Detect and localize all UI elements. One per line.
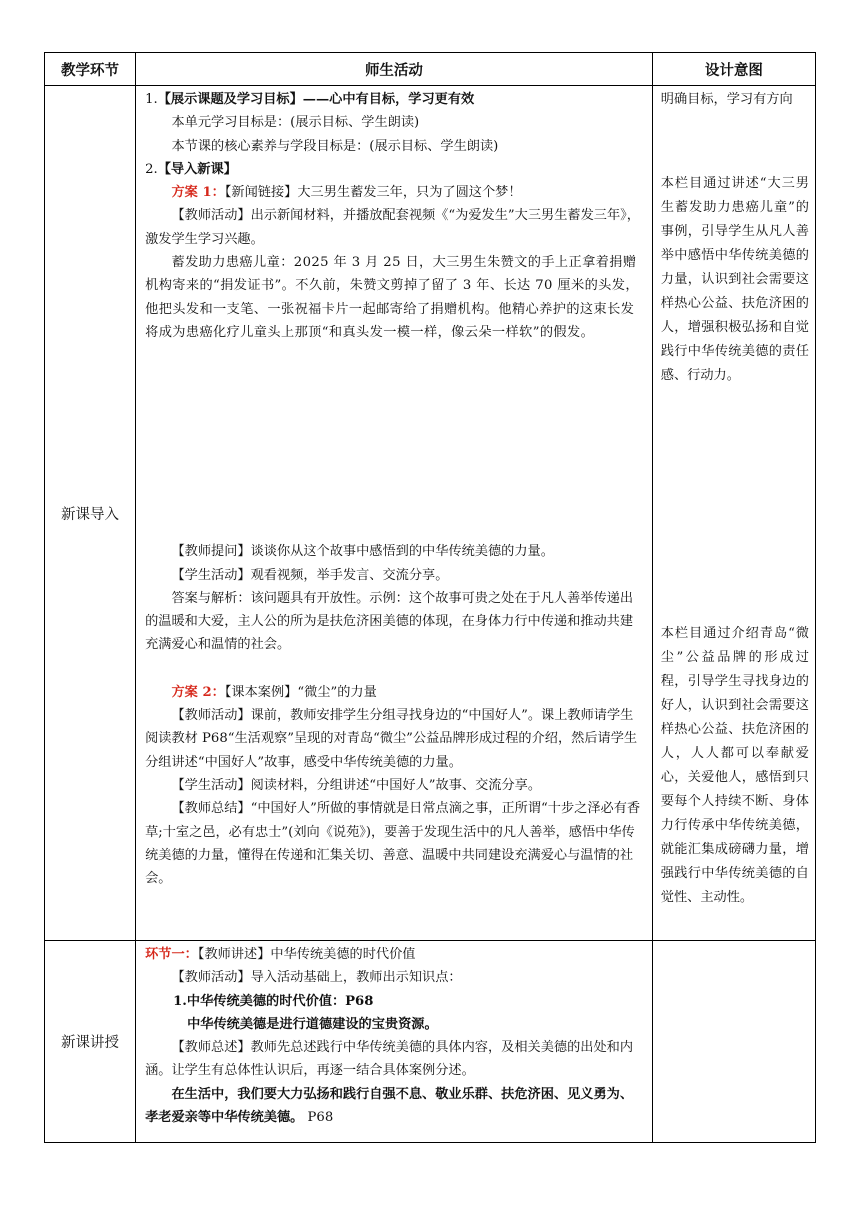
paragraph: 【教师总述】教师先总述践行中华传统美德的具体内容，及相关美德的出处和内涵。让学生有总体性认识后，再逐一结合具体案例分述。: [145, 1040, 634, 1079]
blank-space: [145, 657, 646, 681]
blank-space: [661, 112, 809, 172]
paragraph: 环节一：【教师讲述】中华传统美德的时代价值: [145, 947, 416, 962]
paragraph: 本单元学习目标是：(展示目标、学生朗读): [171, 115, 420, 131]
stage-cell: 新课讲授: [45, 941, 136, 1143]
paragraph: 方案 2：【课本案例】“微尘”的力量: [171, 684, 377, 700]
stage-cell: 新课导入: [45, 86, 136, 941]
table-row: [45, 941, 816, 1143]
paragraph: 【教师活动】导入活动基础上，教师出示知识点：: [171, 970, 462, 986]
paragraph: 【教师活动】课前，教师安排学生分组寻找身边的“中国好人”。课上教师请学生阅读教材 P68“生活观察”呈现的对青岛“微尘”公益品牌形成过程的介绍，然后请学生分组讲述“中国好人”故事，感受中华传统美德的力量。: [145, 708, 638, 770]
blank-space: [661, 388, 809, 622]
lesson-plan-page: [44, 52, 816, 1143]
knowledge-point: 1.中华传统美德的时代价值：P68: [173, 993, 374, 1009]
list-item: 2.【导入新课】: [145, 161, 237, 177]
paragraph: 【学生活动】阅读材料，分组讲述“中国好人”故事、交流分享。: [171, 777, 542, 793]
header-activities: 师生活动: [136, 53, 653, 86]
list-item: 1.【展示课题及学习目标】——心中有目标，学习更有效: [145, 92, 475, 107]
activities-cell: [136, 941, 653, 1143]
intent-text: 本栏目通过讲述“大三男生蓄发助力患癌儿童”的事例，引导学生从凡人善举中感悟中华传统美德的力量，认识到社会需要这样热心公益、扶危济困的人，增强积极弘扬和自觉践行中华传统美德的责任感、行动力。: [660, 176, 809, 383]
plan-label: 方案 2：: [171, 684, 225, 700]
intent-cell: [652, 941, 815, 1143]
knowledge-point: 中华传统美德是进行道德建设的宝贵资源。: [187, 1016, 438, 1032]
intent-text: 明确目标，学习有方向: [660, 92, 793, 107]
header-stage: 教学环节: [45, 53, 136, 86]
activities-cell: [136, 86, 653, 941]
paragraph: 本节课的核心素养与学段目标是：(展示目标、学生朗读): [171, 138, 499, 154]
paragraph: 【教师活动】出示新闻材料，并播放配套视频《“为爱发生”大三男生蓄发三年》，激发学生学习兴趣。: [145, 208, 640, 247]
paragraph: 在生活中，我们要大力弘扬和践行自强不息、敬业乐群、扶危济困、见义勇为、孝老爱亲等中华传统美德。 P68: [145, 1086, 634, 1126]
step-label: 环节一：: [145, 947, 198, 962]
blank-space: [145, 344, 646, 540]
paragraph: 方案 1：【新闻链接】大三男生蓄发三年，只为了圆这个梦！: [171, 185, 522, 201]
lesson-plan-table: [44, 52, 816, 1143]
section-heading: 【导入新课】: [157, 161, 237, 177]
plan-label: 方案 1：: [171, 185, 225, 201]
news-paragraph: 蓄发助力患癌儿童：2025 年 3 月 25 日，大三男生朱赞文的手上正拿着捐赠机构寄来的“捐发证书”。不久前，朱赞文剪掉了留了 3 年、长达 70 厘米的头发，他把头发和一支笔、一张祝福卡片一起邮寄给了捐赠机构。他精心养护的这束长发将成为患癌化疗儿童头上那顶“和真头发一模一样，像云朵一样软”的假发。: [145, 255, 639, 340]
header-intent: 设计意图: [652, 53, 815, 86]
paragraph: 【学生活动】观看视频，举手发言、交流分享。: [171, 567, 449, 583]
paragraph: 【教师提问】谈谈你从这个故事中感悟到的中华传统美德的力量。: [171, 544, 554, 560]
section-heading: 【展示课题及学习目标】——心中有目标，学习更有效: [157, 92, 475, 107]
paragraph: 【教师总结】“中国好人”所做的事情就是日常点滴之事，正所谓“十步之泽必有香草;十室之邑，必有忠士”(刘向《说苑》)，要善于发现生活中的凡人善举，感悟中华传统美德的力量，懂得在传递和汇集关切、善意、温暖中共同建设充满爱心与温情的社会。: [145, 801, 641, 887]
paragraph: 答案与解析：该问题具有开放性。示例：这个故事可贵之处在于凡人善举传递出的温暖和大爱，主人公的所为是扶危济困美德的体现，在身体力行中传递和推动共建充满爱心和温情的社会。: [145, 590, 634, 653]
intent-text: 本栏目通过介绍青岛“微尘”公益品牌的形成过程，引导学生寻找身边的好人，认识到社会需要这样热心公益、扶危济困的人，人人都可以奉献爱心，关爱他人，感悟到只要每个人持续不断、身体力行传承中华传统美德，就能汇集成磅礴力量，增强践行中华传统美德的自觉性、主动性。: [660, 626, 809, 905]
intent-cell: [652, 86, 815, 941]
table-header-row: [45, 53, 816, 86]
table-row: [45, 86, 816, 941]
